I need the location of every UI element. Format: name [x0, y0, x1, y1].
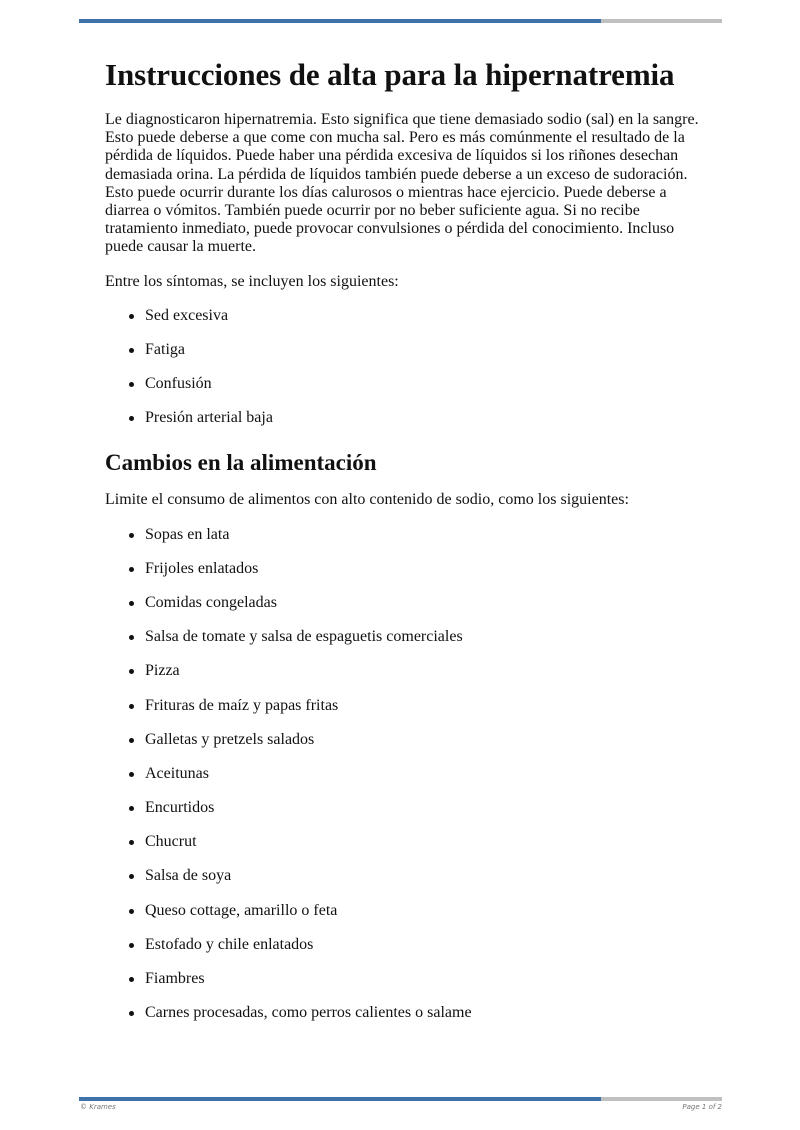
list-item: Estofado y chile enlatados	[105, 936, 705, 954]
footer-page-number: Page 1 of 2	[682, 1103, 722, 1111]
bullet-icon	[129, 772, 134, 777]
list-item: Confusión	[105, 375, 705, 393]
intro-paragraph: Le diagnosticaron hipernatremia. Esto significa que tiene demasiado sodio (sal) en la sangre. Esto puede deberse a que come con mucha sal. Pero es más comúnmente el resultado de la pérdida de líquidos. Puede haber una pérdida excesiva de líquidos si los riñones desechan demasiada orina. La pérdida de líquidos también puede deberse a un exceso de sudoración. Esto puede ocurrir durante los días calurosos o mientras hace ejercicio. Puede deberse a diarrea o vómitos. También puede ocurrir por no beber suficiente agua. Si no recibe tratamiento inmediato, puede provocar convulsiones o pérdida del conocimiento. Incluso puede causar la muerte.	[105, 111, 699, 256]
symptoms-list	[105, 307, 705, 428]
bullet-icon	[129, 567, 134, 572]
list-item: Encurtidos	[105, 799, 705, 817]
list-item: Queso cottage, amarillo o feta	[105, 902, 705, 920]
bullet-icon	[129, 840, 134, 845]
list-item: Fiambres	[105, 970, 705, 988]
bullet-icon	[129, 348, 134, 353]
bullet-icon	[129, 704, 134, 709]
header-bar-accent	[79, 19, 601, 23]
list-item: Frituras de maíz y papas fritas	[105, 697, 705, 715]
high-sodium-foods-list	[105, 526, 705, 1023]
list-item: Presión arterial baja	[105, 409, 705, 427]
list-item: Carnes procesadas, como perros calientes o salame	[105, 1004, 705, 1022]
list-item: Sopas en lata	[105, 526, 705, 544]
diet-intro: Limite el consumo de alimentos con alto contenido de sodio, como los siguientes:	[105, 491, 629, 509]
bullet-icon	[129, 669, 134, 674]
footer-copyright: © Krames	[80, 1103, 116, 1111]
bullet-icon	[129, 738, 134, 743]
list-item: Salsa de soya	[105, 867, 705, 885]
list-item: Salsa de tomate y salsa de espaguetis comerciales	[105, 628, 705, 646]
bullet-icon	[129, 601, 134, 606]
document-body	[105, 56, 705, 1038]
header-divider-bar	[79, 19, 722, 23]
page-title: Instrucciones de alta para la hipernatremia	[105, 57, 675, 92]
bullet-icon	[129, 314, 134, 319]
bullet-icon	[129, 806, 134, 811]
list-item: Frijoles enlatados	[105, 560, 705, 578]
bullet-icon	[129, 874, 134, 879]
list-item: Pizza	[105, 662, 705, 680]
footer-bar-accent	[79, 1097, 601, 1101]
header-bar-gray	[601, 19, 722, 23]
bullet-icon	[129, 416, 134, 421]
footer-bar-gray	[601, 1097, 722, 1101]
section-heading-diet: Cambios en la alimentación	[105, 450, 377, 476]
symptoms-intro: Entre los síntomas, se incluyen los siguientes:	[105, 272, 399, 290]
bullet-icon	[129, 1011, 134, 1016]
list-item: Chucrut	[105, 833, 705, 851]
bullet-icon	[129, 943, 134, 948]
bullet-icon	[129, 635, 134, 640]
bullet-icon	[129, 382, 134, 387]
list-item: Galletas y pretzels salados	[105, 731, 705, 749]
list-item: Aceitunas	[105, 765, 705, 783]
list-item: Fatiga	[105, 341, 705, 359]
list-item: Comidas congeladas	[105, 594, 705, 612]
list-item: Sed excesiva	[105, 307, 705, 325]
bullet-icon	[129, 909, 134, 914]
footer-divider-bar	[79, 1097, 722, 1101]
bullet-icon	[129, 977, 134, 982]
bullet-icon	[129, 533, 134, 538]
